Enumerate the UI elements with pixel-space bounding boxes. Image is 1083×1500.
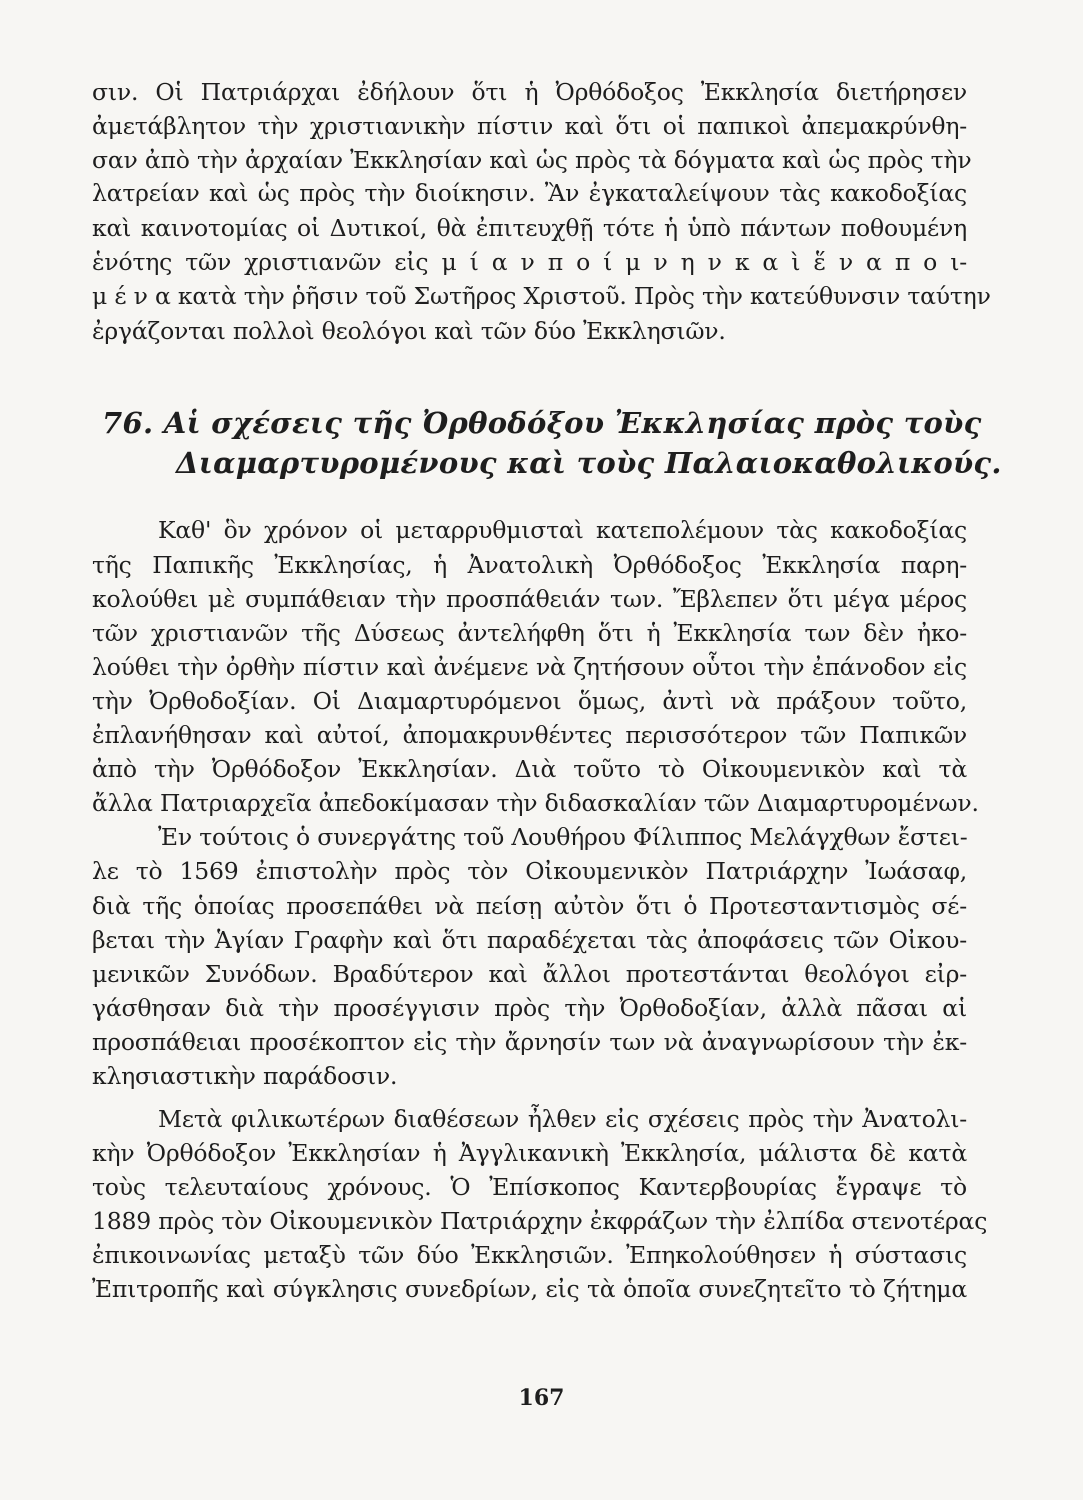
text-line: καὶ καινοτομίας οἱ Δυτικοί, θὰ ἐπιτευχθῇ τότε ἡ ὑπὸ πάντων ποθουμένη <box>92 214 967 242</box>
text-line: Καθ' ὃν χρόνον οἱ μεταρρυθμισταὶ κατεπολέμουν τὰς κακοδοξίας <box>158 516 967 544</box>
section-title-part-1: Αἱ σχέσεις τῆς Ὀρθοδόξου Ἐκκλησίας πρὸς τοὺς <box>163 406 982 440</box>
text-line: Ἐπιτροπῆς καὶ σύγκλησις συνεδρίων, εἰς τὰ ὁποῖα συνεζητεῖτο τὸ ζήτημα <box>92 1275 967 1303</box>
text-line: σαν ἀπὸ τὴν ἀρχαίαν Ἐκκλησίαν καὶ ὡς πρὸς τὰ δόγματα καὶ ὡς πρὸς τὴν <box>92 146 972 174</box>
text-line: διὰ τῆς ὁποίας προσεπάθει νὰ πείσῃ αὐτὸν ὅτι ὁ Προτεσταντισμὸς σέ- <box>92 892 967 920</box>
text-line: Ἐν τούτοις ὁ συνεργάτης τοῦ Λουθήρου Φίλιππος Μελάγχθων ἔστει- <box>158 823 968 851</box>
text-line: μ έ ν α κατὰ τὴν ῥῆσιν τοῦ Σωτῆρος Χριστοῦ. Πρὸς τὴν κατεύθυνσιν ταύτην <box>92 282 991 310</box>
page-number: 167 <box>518 1385 565 1411</box>
text-line: τοὺς τελευταίους χρόνους. Ὁ Ἐπίσκοπος Καντερβουρίας ἔγραψε τὸ <box>92 1173 967 1201</box>
text-line: ἀμετάβλητον τὴν χριστιανικὴν πίστιν καὶ ὅτι οἱ παπικοὶ ἀπεμακρύνθη- <box>92 112 967 140</box>
text-line: λε τὸ 1569 ἐπιστολὴν πρὸς τὸν Οἰκουμενικὸν Πατριάρχην Ἰωάσαφ, <box>92 857 967 885</box>
text-line: τὴν Ὀρθοδοξίαν. Οἱ Διαμαρτυρόμενοι ὅμως, ἀντὶ νὰ πράξουν τοῦτο, <box>92 687 967 715</box>
text-line: τῶν χριστιανῶν τῆς Δύσεως ἀντελήφθη ὅτι ἡ Ἐκκλησία των δὲν ἠκο- <box>92 619 967 647</box>
text-line: μενικῶν Συνόδων. Βραδύτερον καὶ ἄλλοι προτεστάνται θεολόγοι εἰρ- <box>92 960 967 988</box>
section-number: 76. <box>102 406 154 440</box>
text-line: ἐργάζονται πολλοὶ θεολόγοι καὶ τῶν δύο Ἐκκλησιῶν. <box>92 317 726 345</box>
section-heading-line-2: Διαμαρτυρομένους καὶ τοὺς Παλαιοκαθολικούς. <box>176 446 1002 480</box>
text-line: κλησιαστικὴν παράδοσιν. <box>92 1062 398 1090</box>
text-line: ἐπλανήθησαν καὶ αὐτοί, ἀπομακρυνθέντες περισσότερον τῶν Παπικῶν <box>92 721 967 749</box>
text-line: λατρείαν καὶ ὡς πρὸς τὴν διοίκησιν. Ἂν ἐγκαταλείψουν τὰς κακοδοξίας <box>92 179 967 207</box>
text-line: ἄλλα Πατριαρχεῖα ἀπεδοκίμασαν τὴν διδασκαλίαν τῶν Διαμαρτυρομένων. <box>92 789 979 817</box>
text-line: Μετὰ φιλικωτέρων διαθέσεων ἦλθεν εἰς σχέσεις πρὸς τὴν Ἀνατολι- <box>158 1105 967 1133</box>
text-line: ἑνότης τῶν χριστιανῶν εἰς μ ί α ν π ο ί μ ν η ν κ α ὶ ἕ ν α π ο ι- <box>92 248 967 276</box>
text-line: σιν. Οἱ Πατριάρχαι ἐδήλουν ὅτι ἡ Ὀρθόδοξος Ἐκκλησία διετήρησεν <box>92 78 967 106</box>
text-line: προσπάθειαι προσέκοπτον εἰς τὴν ἄρνησίν των νὰ ἀναγνωρίσουν τὴν ἐκ- <box>92 1028 967 1056</box>
text-line: λούθει τὴν ὀρθὴν πίστιν καὶ ἀνέμενε νὰ ζητήσουν οὗτοι τὴν ἐπάνοδον εἰς <box>92 653 967 681</box>
text-line: 1889 πρὸς τὸν Οἰκουμενικὸν Πατριάρχην ἐκφράζων τὴν ἐλπίδα στενοτέρας <box>92 1207 988 1235</box>
section-heading-line-1 <box>102 406 982 440</box>
text-line: γάσθησαν διὰ τὴν προσέγγισιν πρὸς τὴν Ὀρθοδοξίαν, ἀλλὰ πᾶσαι αἱ <box>92 994 967 1022</box>
text-line: κολούθει μὲ συμπάθειαν τὴν προσπάθειάν των. Ἔβλεπεν ὅτι μέγα μέρος <box>92 585 967 613</box>
text-line: κὴν Ὀρθόδοξον Ἐκκλησίαν ἡ Ἀγγλικανικὴ Ἐκκλησία, μάλιστα δὲ κατὰ <box>92 1139 967 1167</box>
text-line: τῆς Παπικῆς Ἐκκλησίας, ἡ Ἀνατολικὴ Ὀρθόδοξος Ἐκκλησία παρη- <box>92 551 967 579</box>
text-line: ἐπικοινωνίας μεταξὺ τῶν δύο Ἐκκλησιῶν. Ἐπηκολούθησεν ἡ σύστασις <box>92 1241 967 1269</box>
text-line: ἀπὸ τὴν Ὀρθόδοξον Ἐκκλησίαν. Διὰ τοῦτο τὸ Οἰκουμενικὸν καὶ τὰ <box>92 755 967 783</box>
text-line: βεται τὴν Ἁγίαν Γραφὴν καὶ ὅτι παραδέχεται τὰς ἀποφάσεις τῶν Οἰκου- <box>92 926 967 954</box>
